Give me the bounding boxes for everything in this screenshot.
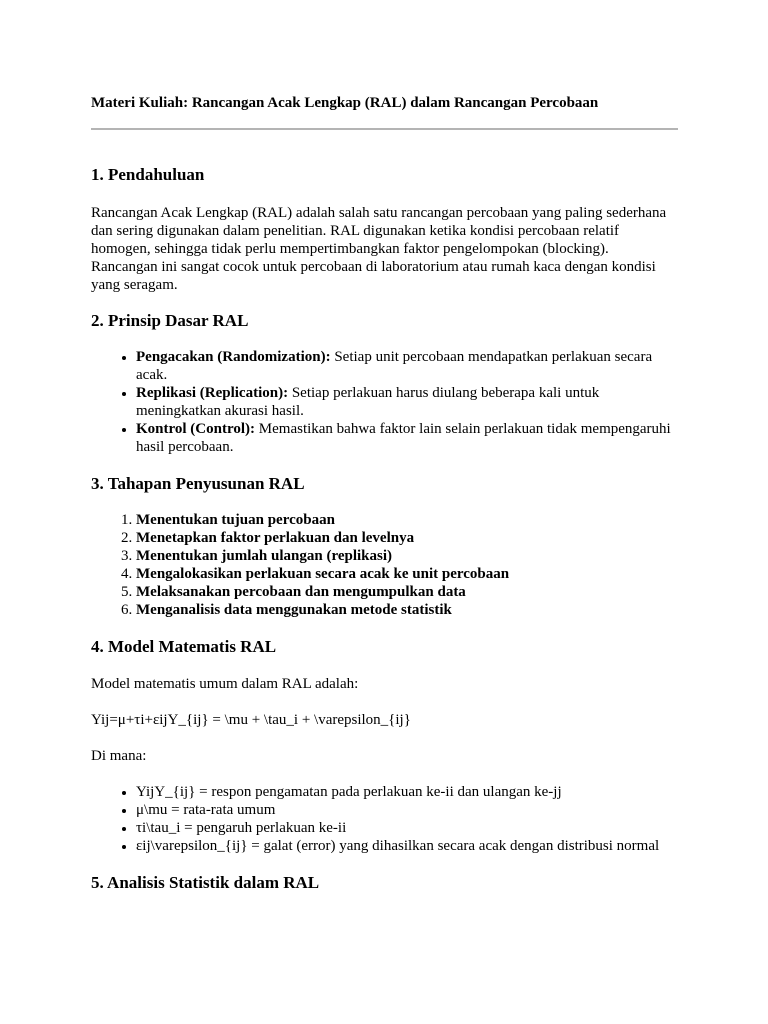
step-text: Menentukan jumlah ulangan (replikasi) [136,548,393,564]
list-item [136,547,679,565]
list-item [136,783,679,801]
model-where-label: Di mana: [91,748,147,764]
step-text: Menetapkan faktor perlakuan dan levelnya [136,530,415,546]
section-heading-pendahuluan: 1. Pendahuluan [91,165,205,184]
model-variables-list [91,783,679,855]
model-equation: Yij=μ+τi+εijY_{ij} = \mu + \tau_i + \varepsilon_{ij} [91,712,411,728]
intro-paragraph: Rancangan Acak Lengkap (RAL) adalah salah satu rancangan percobaan yang paling sederhana dan sering digunakan dalam penelitian. RAL digunakan ketika kondisi percobaan relatif homogen, sehingga tidak perlu mempertimbangkan faktor pengelompokan (blocking). Rancangan ini sangat cocok untuk percobaan di laboratorium atau rumah kaca dengan kondisi yang seragam. [91,205,667,293]
list-item [136,601,679,619]
principle-text: Setiap unit percobaan mendapatkan perlakuan secara acak. [136,349,653,383]
variable-definition: εij\varepsilon_{ij} = galat (error) yang dihasilkan secara acak dengan distribusi normal [136,838,660,854]
step-text: Menganalisis data menggunakan metode statistik [136,602,452,618]
model-intro: Model matematis umum dalam RAL adalah: [91,676,359,692]
list-item [136,819,679,837]
list-item [136,837,679,855]
list-item [136,565,679,583]
principles-list [91,348,679,456]
principle-text: Setiap perlakuan harus diulang beberapa kali untuk meningkatkan akurasi hasil. [136,385,600,419]
list-item [136,529,679,547]
section-heading-prinsip-dasar: 2. Prinsip Dasar RAL [91,311,249,330]
principle-text: Memastikan bahwa faktor lain selain perlakuan tidak mempengaruhi hasil percobaan. [136,421,671,455]
list-item [136,384,679,420]
section-heading-analisis-statistik: 5. Analisis Statistik dalam RAL [91,873,320,892]
document-title: Materi Kuliah: Rancangan Acak Lengkap (RAL) dalam Rancangan Percobaan [91,95,599,111]
principle-term: Replikasi (Replication): [136,385,289,401]
list-item [136,583,679,601]
section-heading-tahapan: 3. Tahapan Penyusunan RAL [91,474,305,493]
list-item [136,420,679,456]
variable-definition: τi\tau_i = pengaruh perlakuan ke-ii [136,820,347,836]
variable-definition: YijY_{ij} = respon pengamatan pada perlakuan ke-ii dan ulangan ke-jj [136,784,562,800]
variable-definition: μ\mu = rata-rata umum [136,802,276,818]
principle-term: Kontrol (Control): [136,421,256,437]
section-heading-model-matematis: 4. Model Matematis RAL [91,637,277,656]
list-item [136,348,679,384]
steps-list [91,511,679,619]
step-text: Melaksanakan percobaan dan mengumpulkan data [136,584,466,600]
list-item [136,801,679,819]
horizontal-divider [91,128,678,130]
list-item [136,511,679,529]
step-text: Mengalokasikan perlakuan secara acak ke unit percobaan [136,566,510,582]
step-text: Menentukan tujuan percobaan [136,512,335,528]
principle-term: Pengacakan (Randomization): [136,349,331,365]
